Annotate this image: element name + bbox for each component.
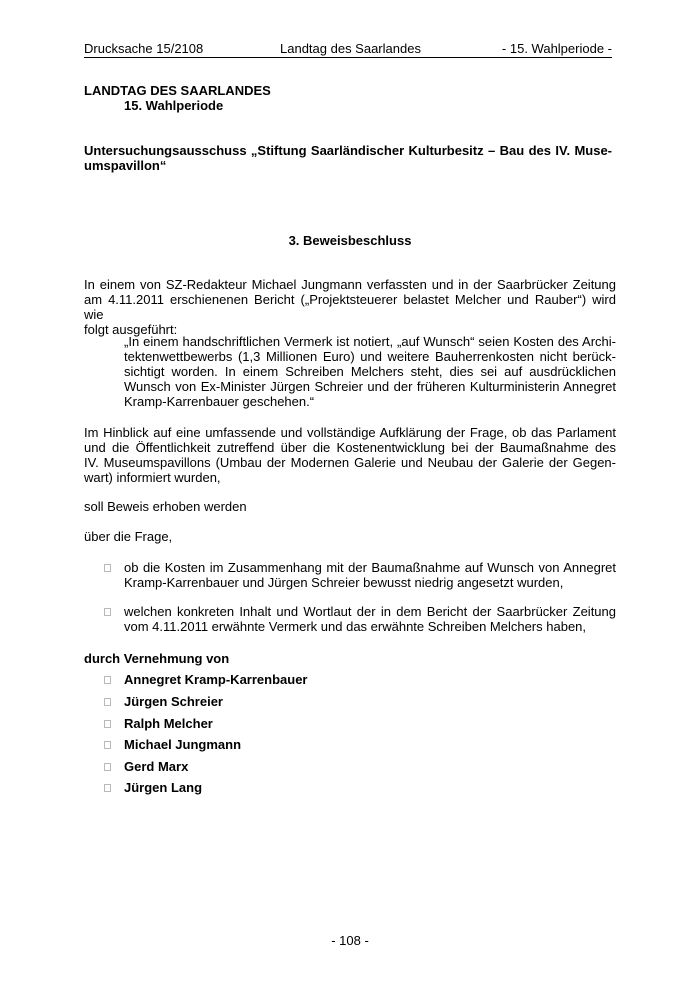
question-item	[124, 604, 616, 634]
bullet-icon	[104, 676, 111, 684]
page-number: - 108 -	[331, 933, 369, 948]
paragraph-line: In einem von SZ-Redakteur Michael Jungmann verfassten und in der Saarbrücker Zeitung	[84, 277, 616, 292]
bullet-icon	[104, 564, 111, 572]
header-parliament: Landtag des Saarlandes	[280, 41, 421, 56]
witness-item: Jürgen Schreier	[124, 694, 223, 709]
quoted-passage	[124, 334, 616, 409]
bullet-icon	[104, 608, 111, 616]
committee-title-line: Untersuchungsausschuss „Stiftung Saarländischer Kulturbesitz – Bau des IV. Muse-	[84, 143, 612, 158]
question-line: ob die Kosten im Zusammenhang mit der Baumaßnahme auf Wunsch von Annegret	[124, 560, 616, 575]
header-legislative-period: - 15. Wahlperiode -	[501, 41, 612, 56]
paragraph-line: am 4.11.2011 erschienenen Bericht („Projektsteuerer belastet Melcher und Rauber“) wird wie	[84, 292, 616, 322]
committee-title-line: umspavillon“	[84, 158, 167, 173]
witness-item: Gerd Marx	[124, 759, 189, 774]
question-intro-line: über die Frage,	[84, 529, 173, 544]
evidence-line: soll Beweis erhoben werden	[84, 499, 247, 514]
bullet-icon	[104, 698, 111, 706]
witness-item: Ralph Melcher	[124, 716, 213, 731]
bullet-icon	[104, 720, 111, 728]
paragraph-line: Im Hinblick auf eine umfassende und vollständige Aufklärung der Frage, ob das Parlament	[84, 425, 616, 440]
title-period: 15. Wahlperiode	[124, 98, 224, 113]
witness-item: Jürgen Lang	[124, 780, 203, 795]
quote-line: sichtigt worden. In einem Schreiben Melchers steht, dies sei auf ausdrücklichen	[124, 364, 616, 379]
question-line: Kramp-Karrenbauer und Jürgen Schreier bewusst niedrig angesetzt wurden,	[124, 575, 564, 590]
witness-item: Michael Jungmann	[124, 737, 242, 752]
consideration-paragraph	[84, 425, 616, 485]
paragraph-line: folgt ausgeführt:	[84, 322, 178, 337]
document-title	[84, 83, 271, 113]
quote-line: „In einem handschriftlichen Vermerk ist notiert, „auf Wunsch“ seien Kosten des Archi-	[124, 334, 616, 349]
witness-heading: durch Vernehmung von	[84, 651, 230, 666]
paragraph-line: IV. Museumspavillons (Umbau der Modernen Galerie und Neubau der Galerie der Gegen-	[84, 455, 616, 470]
quote-line: Kramp-Karrenbauer geschehen.“	[124, 394, 315, 409]
header-document-number: Drucksache 15/2108	[84, 41, 204, 56]
title-parliament: LANDTAG DES SAARLANDES	[84, 83, 271, 98]
witness-item: Annegret Kramp-Karrenbauer	[124, 672, 308, 687]
bullet-icon	[104, 784, 111, 792]
intro-paragraph	[84, 277, 616, 337]
question-line: welchen konkreten Inhalt und Wortlaut der in dem Bericht der Saarbrücker Zeitung	[124, 604, 616, 619]
committee-title	[84, 143, 612, 173]
bullet-icon	[104, 763, 111, 771]
paragraph-line: und die Öffentlichkeit zutreffend über die Kostenentwicklung bei der Baumaßnahme des	[84, 440, 616, 455]
quote-line: tektenwettbewerbs (1,3 Millionen Euro) und weitere Bauherrenkosten nicht berück-	[124, 349, 616, 364]
quote-line: Wunsch von Ex-Minister Jürgen Schreier und der früheren Kulturministerin Annegret	[124, 379, 616, 394]
question-line: vom 4.11.2011 erwähnte Vermerk und das erwähnte Schreiben Melchers haben,	[124, 619, 587, 634]
paragraph-line: wart) informiert wurden,	[84, 470, 221, 485]
bullet-icon	[104, 741, 111, 749]
resolution-heading: 3. Beweisbeschluss	[288, 233, 412, 248]
page-header	[84, 40, 612, 58]
question-item	[124, 560, 616, 590]
